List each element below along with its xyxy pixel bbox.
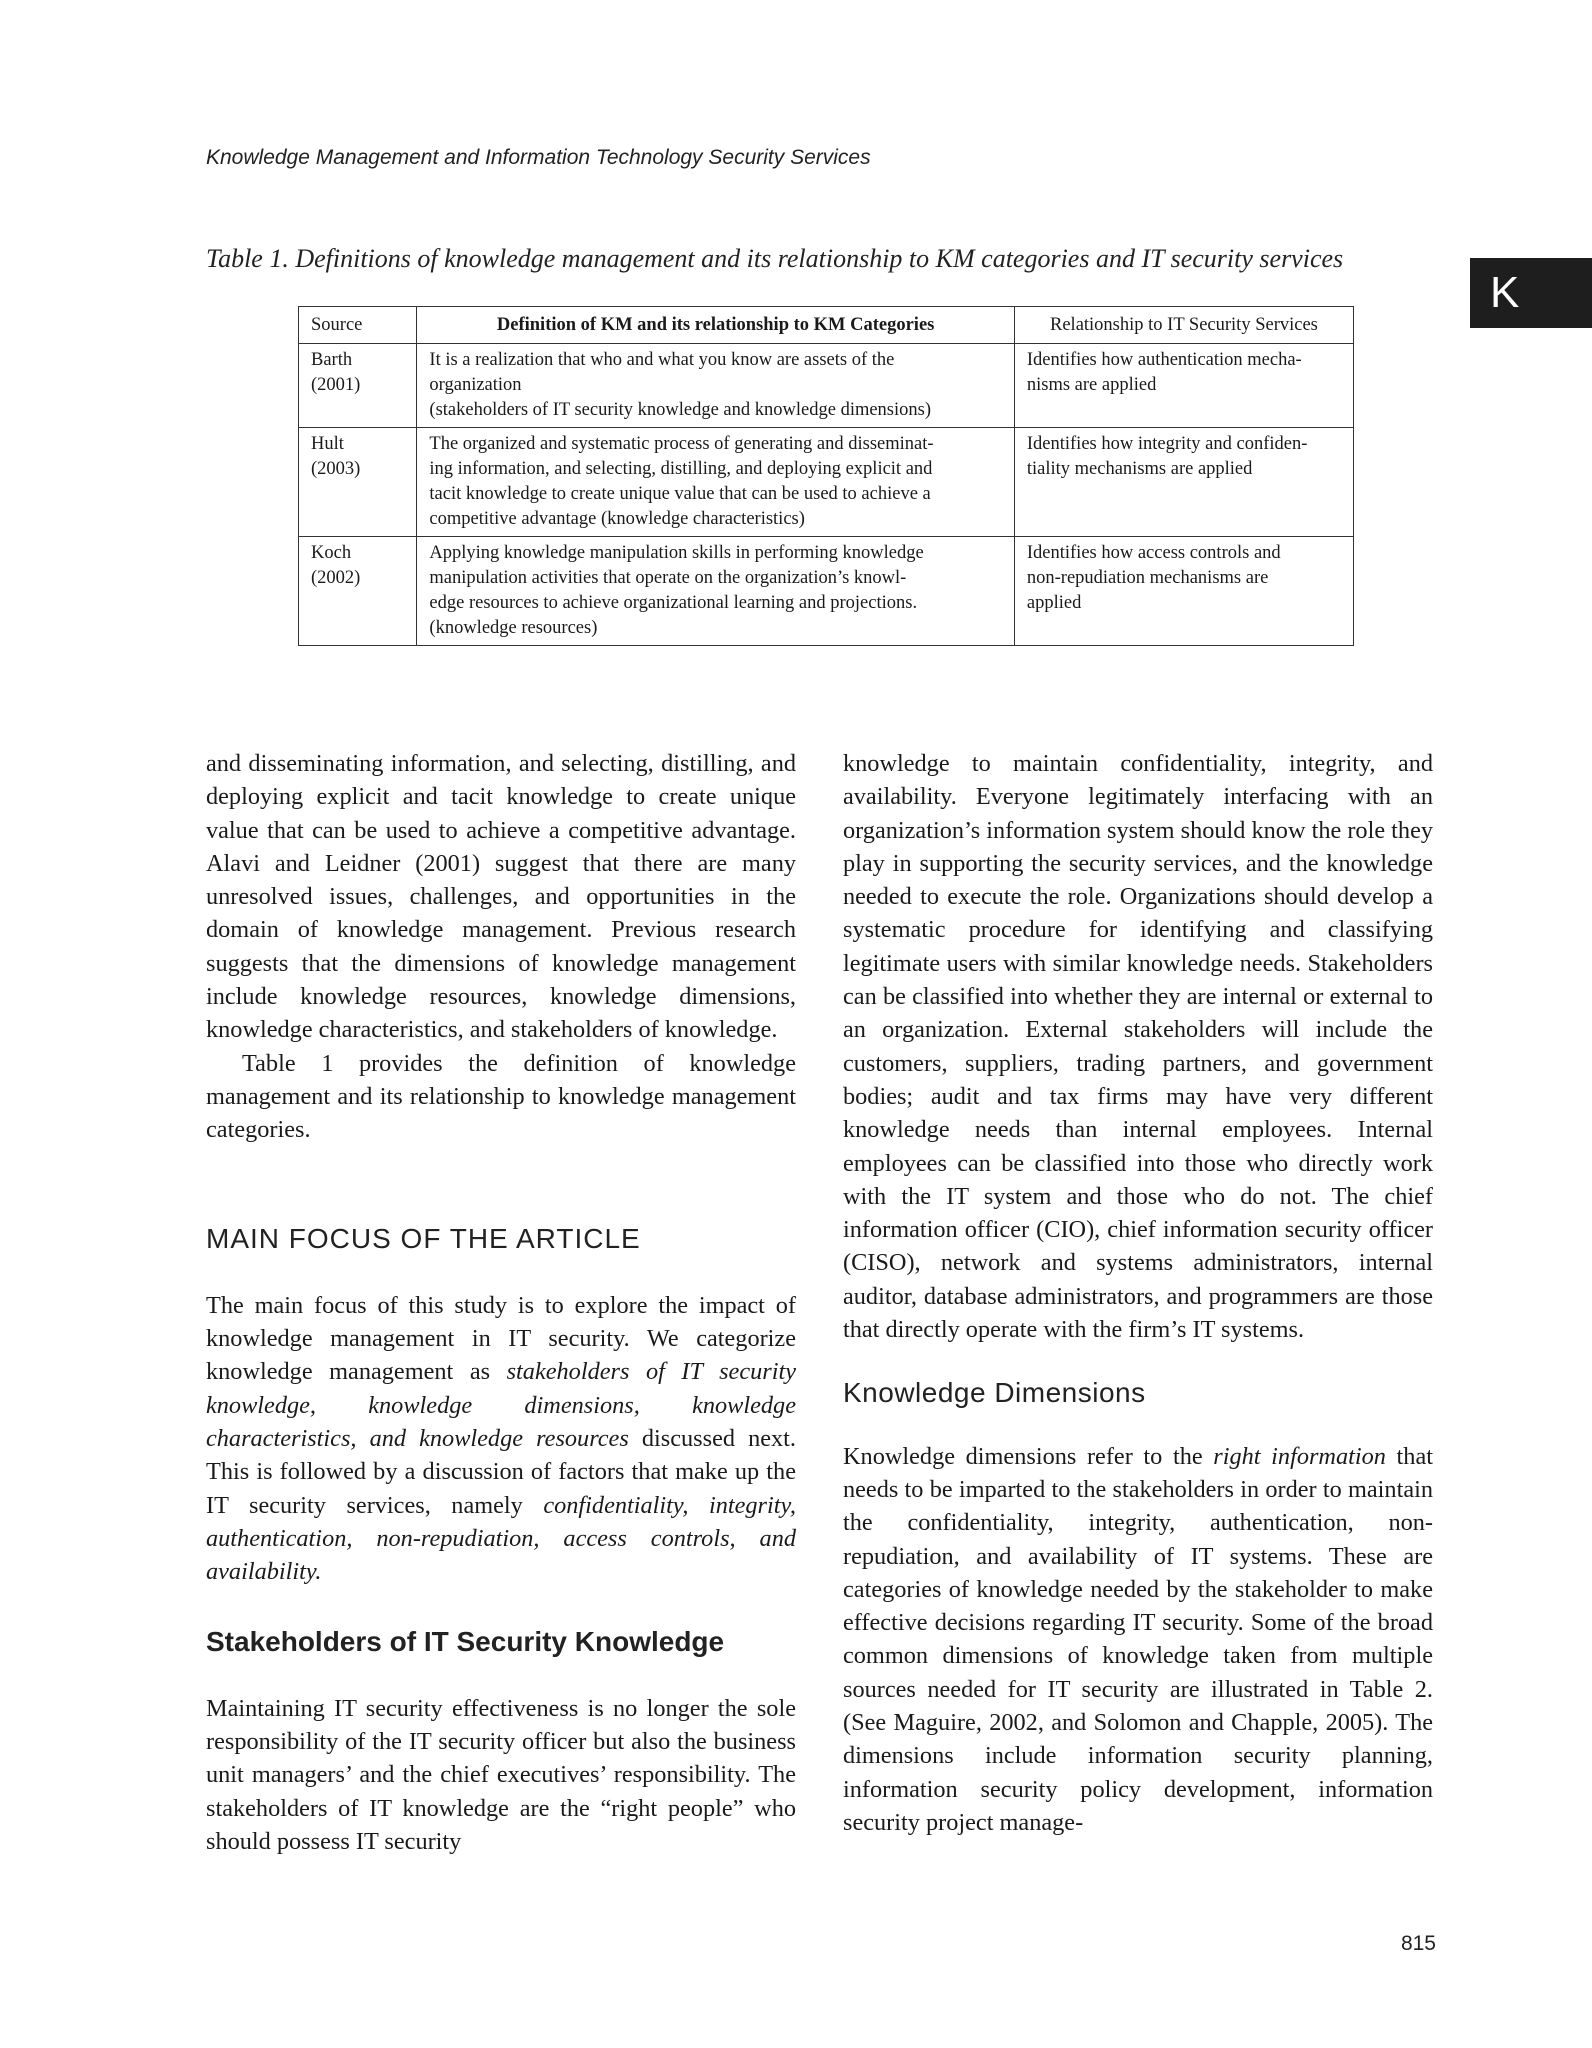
subsection-heading: Knowledge Dimensions (843, 1377, 1146, 1409)
running-head: Knowledge Management and Information Technology Security Services (206, 146, 871, 169)
body-paragraph: Table 1 provides the definition of knowledge management and its relationship to knowledge management categories. (206, 1049, 796, 1144)
text-run: The main focus of this study is to explore the impact of knowledge management in IT security. We categorize knowledge management as (206, 1291, 796, 1386)
cell-line: applied (1026, 593, 1082, 613)
body-paragraph (843, 1440, 1433, 1840)
cell-line: non-repudiation mechanisms are (1026, 568, 1269, 588)
definitions-table (298, 306, 1354, 646)
section-tab: K (1470, 258, 1592, 328)
source-cell (299, 344, 417, 428)
cell-line: Koch (2002) (311, 543, 361, 588)
cell-line: It is a realization that who and what you know are assets of the (429, 350, 895, 370)
cell-line: Identifies how access controls and (1026, 543, 1281, 563)
header-source: Source (299, 307, 417, 344)
right-column (843, 747, 1433, 1839)
cell-line: organization (429, 375, 522, 395)
header-relationship: Relationship to IT Security Services (1014, 307, 1353, 344)
table-caption: Table 1. Definitions of knowledge management and its relationship to KM categories and IT security services (206, 244, 1344, 273)
cell-line: The organized and systematic process of generating and disseminat- (429, 434, 934, 454)
table-header-row (299, 307, 1354, 344)
text-run: discussed next. This is followed by a discussion of factors that make up the IT security services, namely (206, 1425, 797, 1519)
cell-line: nisms are applied (1026, 375, 1157, 395)
cell-line: ing information, and selecting, distilling, and deploying explicit and (429, 459, 933, 479)
cell-line: Applying knowledge manipulation skills in performing knowledge (429, 543, 924, 563)
relationship-cell (1014, 344, 1353, 428)
text-run: Knowledge dimensions refer to the (843, 1442, 1214, 1470)
cell-line: tacit knowledge to create unique value that can be used to achieve a (429, 484, 931, 504)
cell-line: (stakeholders of IT security knowledge and knowledge dimensions) (429, 400, 932, 420)
text-run: that needs to be imparted to the stakeholders in order to maintain the confidentiality, integrity, authentication, non-repudiation, and availability of IT systems. These are categories of knowledge needed by the stakeholder to make effective decisions regarding IT security. Some of the broad common dimensions of knowledge taken from multiple sources needed for IT security are illustrated in Table 2. (See Maguire, 2002, and Solomon and Chapple, 2005). The dimensions include information security planning, information security policy development, information security project manage- (843, 1442, 1433, 1836)
table-row (299, 537, 1354, 646)
body-paragraph: and disseminating information, and selecting, distilling, and deploying explicit and tacit knowledge to create unique value that can be used to achieve a competitive advantage. Alavi and Leidner (2001) suggest that there are many unresolved issues, challenges, and opportunities in the domain of knowledge management. Previous research suggests that the dimensions of knowledge management include knowledge resources, knowledge dimensions, knowledge characteristics, and stakeholders of knowledge. (206, 750, 796, 1044)
definition-cell (417, 344, 1014, 428)
left-column (206, 747, 796, 1858)
cell-line: Hult (311, 434, 344, 454)
page-number: 815 (1400, 1932, 1436, 1955)
italic-run: right information (1213, 1442, 1386, 1470)
definition-cell (417, 537, 1014, 646)
source-cell (299, 537, 417, 646)
cell-line: Identifies how authentication mecha- (1026, 350, 1302, 370)
italic-run: stakeholders of IT security knowledge, knowledge dimensions, knowledge characteristics, and knowledge resources (206, 1358, 796, 1453)
cell-line: Identifies how integrity and confiden- (1026, 434, 1308, 454)
cell-line: edge resources to achieve organizational learning and projections. (429, 593, 918, 613)
italic-run: confidentiality, integrity, authentication, non-repudiation, access controls, and availability. (206, 1491, 797, 1586)
body-paragraph: Maintaining IT security effectiveness is no longer the sole responsibility of the IT security officer but also the business unit managers’ and the chief executives’ responsibility. The stakeholders of IT knowledge are the “right people” who should possess IT security (206, 1694, 796, 1856)
header-definition: Definition of KM and its relationship to KM Categories (417, 307, 1014, 344)
relationship-cell (1014, 428, 1353, 537)
cell-line: Barth (311, 350, 353, 370)
source-cell (299, 428, 417, 537)
cell-line: competitive advantage (knowledge characteristics) (429, 509, 805, 529)
table-row (299, 428, 1354, 537)
cell-line: manipulation activities that operate on the organization’s knowl- (429, 568, 907, 588)
cell-line: (2001) (311, 375, 361, 395)
body-paragraph (206, 1289, 796, 1589)
relationship-cell (1014, 537, 1353, 646)
definition-cell (417, 428, 1014, 537)
cell-line: (knowledge resources) (429, 618, 598, 638)
cell-line: (2003) (311, 459, 361, 479)
cell-line: tiality mechanisms are applied (1026, 459, 1253, 479)
table-row (299, 344, 1354, 428)
body-paragraph: knowledge to maintain confidentiality, integrity, and availability. Everyone legitimately interfacing with an organization’s information system should know the role they play in supporting the security services, and the knowledge needed to execute the role. Organizations should develop a systematic procedure for identifying and classifying legitimate users with similar knowledge needs. Stakeholders can be classified into whether they are internal or external to an organization. External stakeholders will include the customers, suppliers, trading partners, and government bodies; audit and tax firms may have very different knowledge needs than internal employees. Internal employees can be classified into those who directly work with the IT system and those who do not. The chief information officer (CIO), chief information security officer (CISO), network and systems administrators, internal auditor, database administrators, and programmers are those that directly operate with the firm’s IT systems. (843, 750, 1434, 1344)
subsection-heading: Stakeholders of IT Security Knowledge (206, 1625, 725, 1657)
section-heading: MAIN FOCUS OF THE ARTICLE (206, 1222, 641, 1254)
